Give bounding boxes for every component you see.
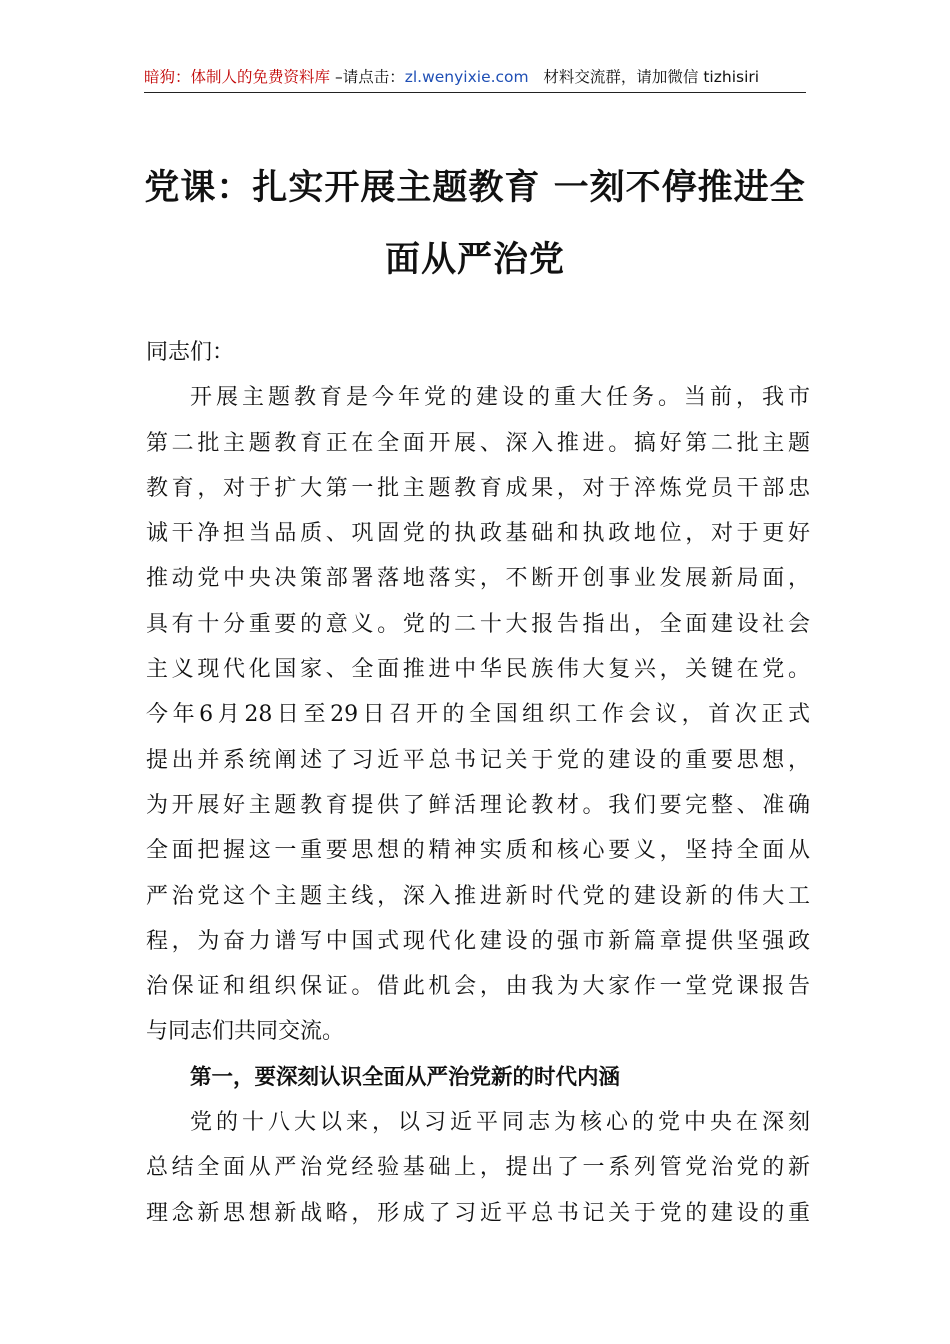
body-line: 第二批主题教育正在全面开展、深入推进。搞好第二批主题 [146,430,810,456]
click-prefix: –请点击： [330,68,405,86]
title-line-1: 党课：扎实开展主题教育 一刻不停推进全 [144,167,806,208]
body-line: 程，为奋力谱写中国式现代化建设的强市新篇章提供坚强政 [146,928,810,954]
body-line: 理念新思想新战略，形成了习近平总书记关于党的建设的重 [146,1200,810,1226]
document-body [146,330,810,1236]
body-line: 开展主题教育是今年党的建设的重大任务。当前，我市 [190,385,810,411]
body-line: 推动党中央决策部署落地落实，不断开创事业发展新局面， [146,566,810,592]
body-line: 党的十八大以来，以习近平同志为核心的党中央在深刻 [190,1110,810,1136]
body-line: 全面把握这一重要思想的精神实质和核心要义，坚持全面从 [146,838,810,864]
body-line: 诚干净担当品质、巩固党的执政基础和执政地位，对于更好 [146,521,810,547]
body-line: 具有十分重要的意义。党的二十大报告指出，全面建设社会 [146,611,810,637]
body-line: 今年6月28日至29日召开的全国组织工作会议，首次正式 [146,702,810,728]
group-contact-text: 材料交流群，请加微信 tizhisiri [543,68,760,86]
body-line: 严治党这个主题主线，深入推进新时代党的建设新的伟大工 [146,883,810,909]
site-url-link[interactable]: zl.wenyixie.com [404,68,529,86]
header-bar [144,62,806,93]
body-line: 教育，对于扩大第一批主题教育成果，对于淬炼党员干部忠 [146,475,810,501]
body-line: 与同志们共同交流。 [146,1019,345,1045]
body-line: 总结全面从严治党经验基础上，提出了一系列管党治党的新 [146,1155,810,1181]
salutation: 同志们： [146,340,235,365]
site-name: 暗狗：体制人的免费资料库 [144,68,331,86]
body-line: 为开展好主题教育提供了鲜活理论教材。我们要完整、准确 [146,792,810,818]
section-heading: 第一，要深刻认识全面从严治党新的时代内涵 [190,1064,621,1090]
title-line-2: 面从严治党 [384,239,565,280]
body-line: 提出并系统阐述了习近平总书记关于党的建设的重要思想， [146,747,810,773]
body-line: 主义现代化国家、全面推进中华民族伟大复兴，关键在党。 [146,657,810,683]
body-line: 治保证和组织保证。借此机会，由我为大家作一堂党课报告 [146,974,810,1000]
